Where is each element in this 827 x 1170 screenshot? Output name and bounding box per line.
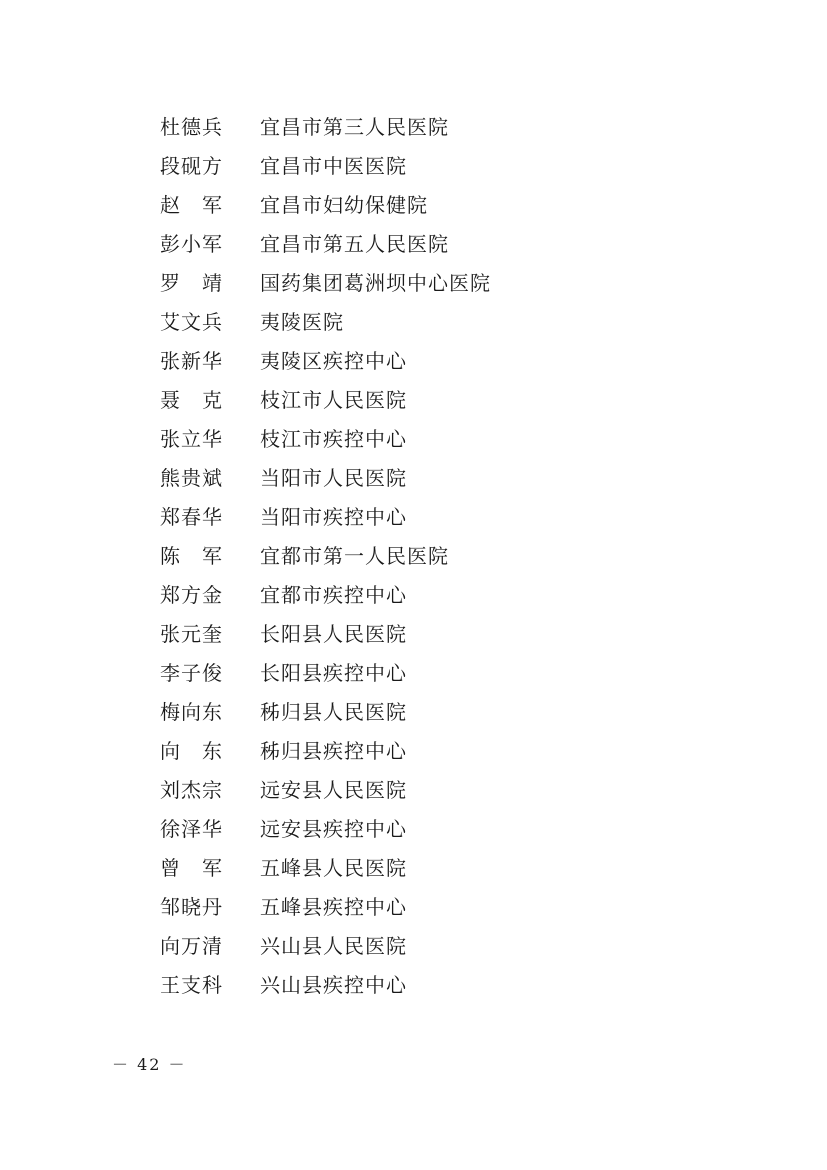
person-name: 张新华 — [160, 349, 223, 373]
list-item — [160, 225, 491, 264]
person-name: 曾 军 — [160, 856, 223, 880]
list-item — [160, 303, 491, 342]
list-item — [160, 693, 491, 732]
list-item — [160, 498, 491, 537]
list-item — [160, 264, 491, 303]
personnel-list — [160, 108, 491, 1005]
person-name: 赵 军 — [160, 193, 223, 217]
person-name: 王支科 — [160, 973, 223, 997]
person-name: 熊贵斌 — [160, 466, 223, 490]
list-item — [160, 966, 491, 1005]
person-name: 张立华 — [160, 427, 223, 451]
organization-name: 五峰县疾控中心 — [260, 895, 407, 919]
organization-name: 兴山县疾控中心 — [260, 973, 407, 997]
list-item — [160, 186, 491, 225]
list-item — [160, 654, 491, 693]
person-name: 彭小军 — [160, 232, 223, 256]
list-item — [160, 888, 491, 927]
person-name: 徐泽华 — [160, 817, 223, 841]
organization-name: 夷陵医院 — [260, 310, 344, 334]
person-name: 张元奎 — [160, 622, 223, 646]
page-number: － 42 － — [112, 1055, 187, 1074]
list-item — [160, 381, 491, 420]
list-item — [160, 732, 491, 771]
organization-name: 长阳县人民医院 — [260, 622, 407, 646]
person-name: 李子俊 — [160, 661, 223, 685]
organization-name: 枝江市疾控中心 — [260, 427, 407, 451]
list-item — [160, 810, 491, 849]
list-item — [160, 147, 491, 186]
organization-name: 远安县疾控中心 — [260, 817, 407, 841]
person-name: 段砚方 — [160, 154, 223, 178]
organization-name: 国药集团葛洲坝中心医院 — [260, 271, 491, 295]
person-name: 梅向东 — [160, 700, 223, 724]
list-item — [160, 615, 491, 654]
list-item — [160, 771, 491, 810]
organization-name: 秭归县疾控中心 — [260, 739, 407, 763]
organization-name: 宜都市疾控中心 — [260, 583, 407, 607]
person-name: 艾文兵 — [160, 310, 223, 334]
organization-name: 宜昌市中医医院 — [260, 154, 407, 178]
list-item — [160, 849, 491, 888]
person-name: 聂 克 — [160, 388, 223, 412]
organization-name: 宜昌市第五人民医院 — [260, 232, 449, 256]
organization-name: 远安县人民医院 — [260, 778, 407, 802]
person-name: 向 东 — [160, 739, 223, 763]
list-item — [160, 576, 491, 615]
organization-name: 兴山县人民医院 — [260, 934, 407, 958]
list-item — [160, 927, 491, 966]
organization-name: 长阳县疾控中心 — [260, 661, 407, 685]
organization-name: 五峰县人民医院 — [260, 856, 407, 880]
person-name: 邹晓丹 — [160, 895, 223, 919]
organization-name: 宜昌市妇幼保健院 — [260, 193, 428, 217]
person-name: 杜德兵 — [160, 115, 223, 139]
organization-name: 宜昌市第三人民医院 — [260, 115, 449, 139]
organization-name: 当阳市人民医院 — [260, 466, 407, 490]
organization-name: 秭归县人民医院 — [260, 700, 407, 724]
list-item — [160, 459, 491, 498]
organization-name: 夷陵区疾控中心 — [260, 349, 407, 373]
person-name: 罗 靖 — [160, 271, 223, 295]
organization-name: 当阳市疾控中心 — [260, 505, 407, 529]
organization-name: 宜都市第一人民医院 — [260, 544, 449, 568]
list-item — [160, 108, 491, 147]
person-name: 陈 军 — [160, 544, 223, 568]
list-item — [160, 537, 491, 576]
person-name: 郑方金 — [160, 583, 223, 607]
person-name: 刘杰宗 — [160, 778, 223, 802]
list-item — [160, 420, 491, 459]
person-name: 向万清 — [160, 934, 223, 958]
list-item — [160, 342, 491, 381]
person-name: 郑春华 — [160, 505, 223, 529]
organization-name: 枝江市人民医院 — [260, 388, 407, 412]
